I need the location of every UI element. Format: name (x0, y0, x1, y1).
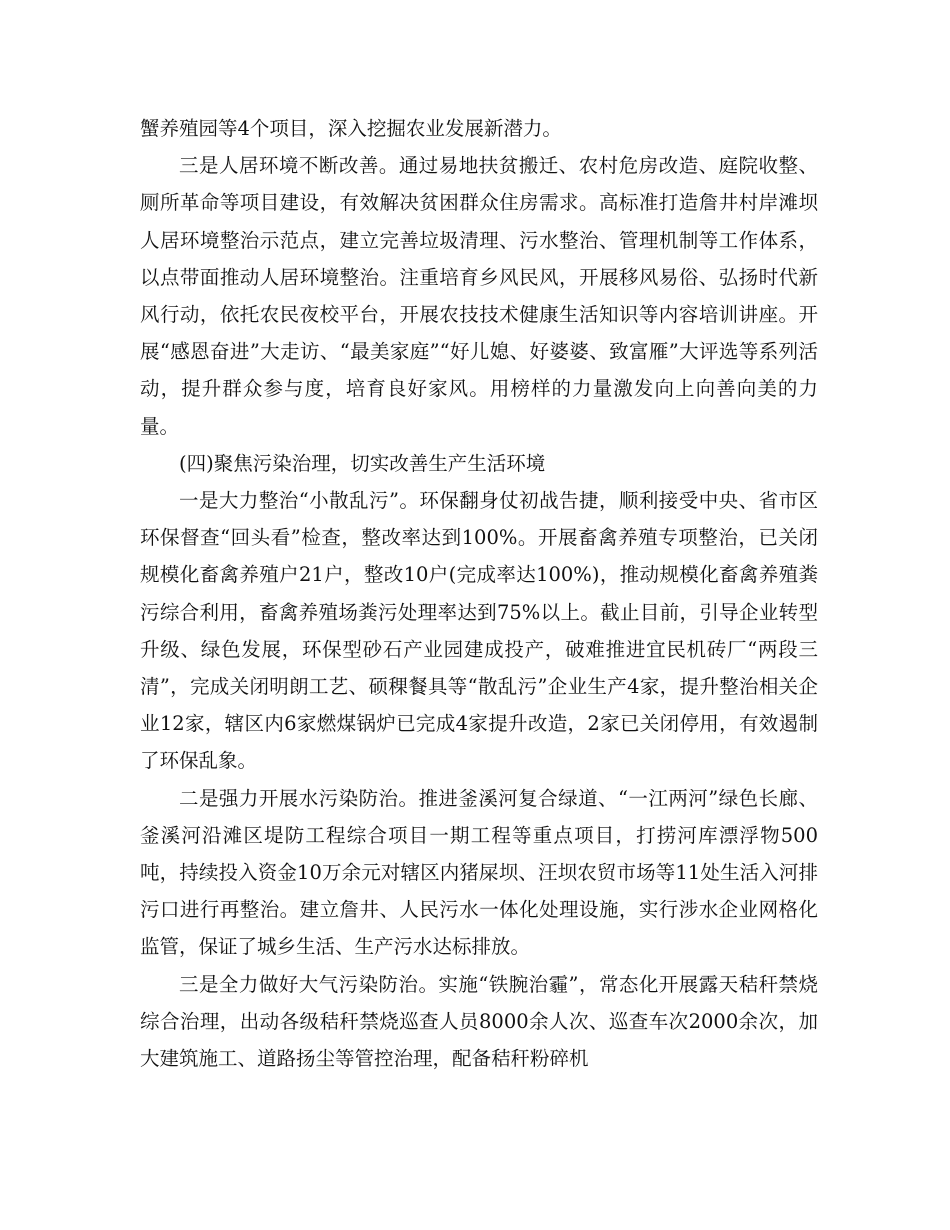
section-heading-pollution: (四)聚焦污染治理，切实改善生产生活环境 (179, 451, 546, 475)
paragraph-small-scattered-pollution: 一是大力整治“小散乱污”。环保翻身仗初战告捷，顺利接受中央、省市区环保督查“回头看”检查，整改率达到100%。开展畜禽养殖专项整治，已关闭规模化畜禽养殖户21户，整改10户(完成率达100%)，推动规模化畜禽养殖粪污综合利用，畜禽养殖场粪污处理率达到75%以上。截止目前，引导企业转型升级、绿色发展，环保型砂石产业园建成投产，破难推进宜民机砖厂“两段三清”，完成关闭明朗工艺、硕稞餐具等“散乱污”企业生产4家，提升整治相关企业12家，辖区内6家燃煤锅炉已完成4家提升改造，2家已关闭停用，有效遏制了环保乱象。 (140, 489, 818, 773)
paragraph-living-environment: 三是人居环境不断改善。通过易地扶贫搬迁、农村危房改造、庭院收整、厕所革命等项目建设，有效解决贫困群众住房需求。高标准打造詹井村岸滩坝人居环境整治示范点，建立完善垃圾清理、污水整治、管理机制等工作体系，以点带面推动人居环境整治。注重培育乡风民风，开展移风易俗、弘扬时代新风行动，依托农民夜校平台，开展农技技术健康生活知识等内容培训讲座。开展“感恩奋进”大走访、“最美家庭”“好儿媳、好婆婆、致富雁”大评选等系列活动，提升群众参与度，培育良好家风。用榜样的力量激发向上向善向美的力量。 (140, 154, 818, 438)
paragraph-air-pollution: 三是全力做好大气污染防治。实施“铁腕治霾”，常态化开展露天秸秆禁烧综合治理，出动各级秸秆禁烧巡查人员8000余人次、巡查车次2000余次，加大建筑施工、道路扬尘等管控治理，配备秸秆粉碎机 (140, 972, 818, 1071)
body-text (140, 110, 818, 1077)
paragraph-water-pollution: 二是强力开展水污染防治。推进釜溪河复合绿道、“一江两河”绿色长廊、釜溪河沿滩区堤防工程综合项目一期工程等重点项目，打捞河库漂浮物500吨，持续投入资金10万余元对辖区内猪屎坝、汪坝农贸市场等11处生活入河排污口进行再整治。建立詹井、人民污水一体化处理设施，实行涉水企业网格化监管，保证了城乡生活、生产污水达标排放。 (140, 786, 818, 959)
paragraph-continuation: 蟹养殖园等4个项目，深入挖掘农业发展新潜力。 (140, 117, 562, 140)
